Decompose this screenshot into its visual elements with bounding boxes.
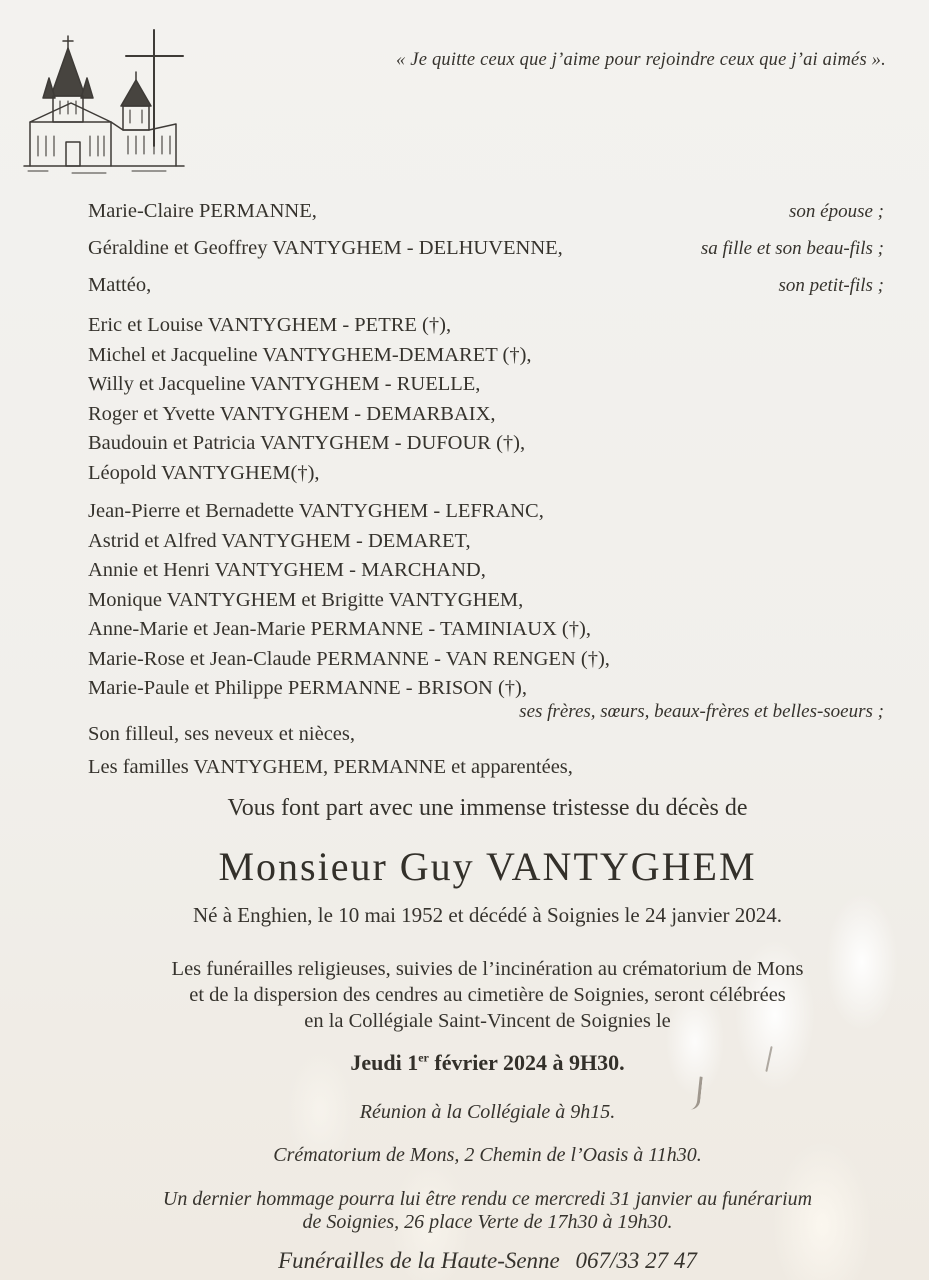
family-member-name: Anne-Marie et Jean-Marie PERMANNE - TAMINIAUX (†),: [88, 618, 591, 640]
family-row: [88, 500, 884, 530]
ceremony-line: et de la dispersion des cendres au cimetière de Soignies, seront célébrées: [189, 984, 786, 1006]
relation-label: son épouse ;: [789, 201, 884, 222]
epitaph-quote: « Je quitte ceux que j’aime pour rejoindre ceux que j’ai aimés ».: [396, 50, 886, 70]
announcement-intro: Vous font part avec une immense tristesse du décès de: [227, 795, 748, 821]
families-line: Les familles VANTYGHEM, PERMANNE et apparentées,: [88, 756, 573, 778]
ceremony-date: [50, 1050, 925, 1076]
family-row: [88, 432, 884, 462]
ceremony-line: Les funérailles religieuses, suivies de l’incinération au crématorium de Mons: [171, 958, 804, 980]
relation-label: sa fille et son beau-fils ;: [700, 238, 884, 259]
family-row: [88, 559, 884, 589]
hommage-line: de Soignies, 26 place Verte de 17h30 à 19h30.: [302, 1211, 673, 1233]
crematorium-line: Crématorium de Mons, 2 Chemin de l’Oasis à 11h30.: [273, 1144, 702, 1166]
family-member-name: Astrid et Alfred VANTYGHEM - DEMARET,: [88, 529, 471, 552]
family-member-name: Marie-Rose et Jean-Claude PERMANNE - VAN RENGEN (†),: [88, 647, 610, 670]
family-member-name: Eric et Louise VANTYGHEM - PETRE (†),: [88, 314, 452, 336]
family-row: [88, 462, 884, 492]
deceased-name: Monsieur Guy VANTYGHEM: [218, 844, 757, 889]
reunion-line: Réunion à la Collégiale à 9h15.: [359, 1101, 616, 1123]
family-row: [88, 344, 884, 374]
family-member-name: Baudouin et Patricia VANTYGHEM - DUFOUR (†),: [88, 432, 526, 454]
family-member-name: Willy et Jacqueline VANTYGHEM - RUELLE,: [88, 373, 481, 395]
family-row: [88, 618, 884, 648]
phone-number: 067/33 27 47: [575, 1248, 697, 1273]
godson-line: Son filleul, ses neveux et nièces,: [88, 722, 356, 745]
family-member-name: Marie-Paule et Philippe PERMANNE - BRISON (†),: [88, 677, 527, 699]
family-row: [88, 373, 884, 403]
relation-label: son petit-fils ;: [778, 275, 884, 296]
family-row: [88, 200, 884, 237]
family-member-name: Mattéo,: [88, 274, 152, 296]
family-row: [88, 530, 884, 560]
ceremony-date-rest: février 2024 à 9H30.: [428, 1050, 625, 1075]
ordinal-suffix: er: [418, 1050, 429, 1065]
church-illustration-icon: [14, 24, 214, 189]
ceremony-line: en la Collégiale Saint-Vincent de Soignies le: [304, 1010, 671, 1032]
family-member-name: Marie-Claire PERMANNE,: [88, 200, 317, 222]
family-list: [88, 200, 884, 786]
family-member-name: Michel et Jacqueline VANTYGHEM-DEMARET (†),: [88, 343, 532, 366]
family-row: [88, 648, 884, 678]
family-member-name: Léopold VANTYGHEM(†),: [88, 461, 320, 484]
family-member-name: Géraldine et Geoffrey VANTYGHEM - DELHUVENNE,: [88, 237, 563, 259]
family-member-name: Annie et Henri VANTYGHEM - MARCHAND,: [88, 559, 486, 581]
ceremony-details: [50, 956, 925, 1034]
family-row: [88, 274, 884, 311]
family-member-name: Jean-Pierre et Bernadette VANTYGHEM - LEFRANC,: [88, 500, 544, 522]
funeral-home-footer: [50, 1248, 925, 1274]
hommage-line: Un dernier hommage pourra lui être rendu ce mercredi 31 janvier au funérarium: [162, 1188, 813, 1210]
family-member-name: Monique VANTYGHEM et Brigitte VANTYGHEM,: [88, 588, 524, 611]
family-row: [88, 237, 884, 274]
family-member-name: Roger et Yvette VANTYGHEM - DEMARBAIX,: [88, 402, 496, 425]
family-row: [88, 589, 884, 619]
life-dates: Né à Enghien, le 10 mai 1952 et décédé à Soignies le 24 janvier 2024.: [193, 903, 782, 927]
hommage-lines: [50, 1188, 925, 1234]
ceremony-date-prefix: Jeudi 1: [350, 1050, 419, 1075]
family-row: [88, 314, 884, 344]
family-row: [88, 403, 884, 433]
funeral-home-name: Funérailles de la Haute-Senne: [278, 1248, 560, 1273]
siblings-relation-label: ses frères, sœurs, beaux-frères et belles-soeurs ;: [519, 700, 884, 722]
